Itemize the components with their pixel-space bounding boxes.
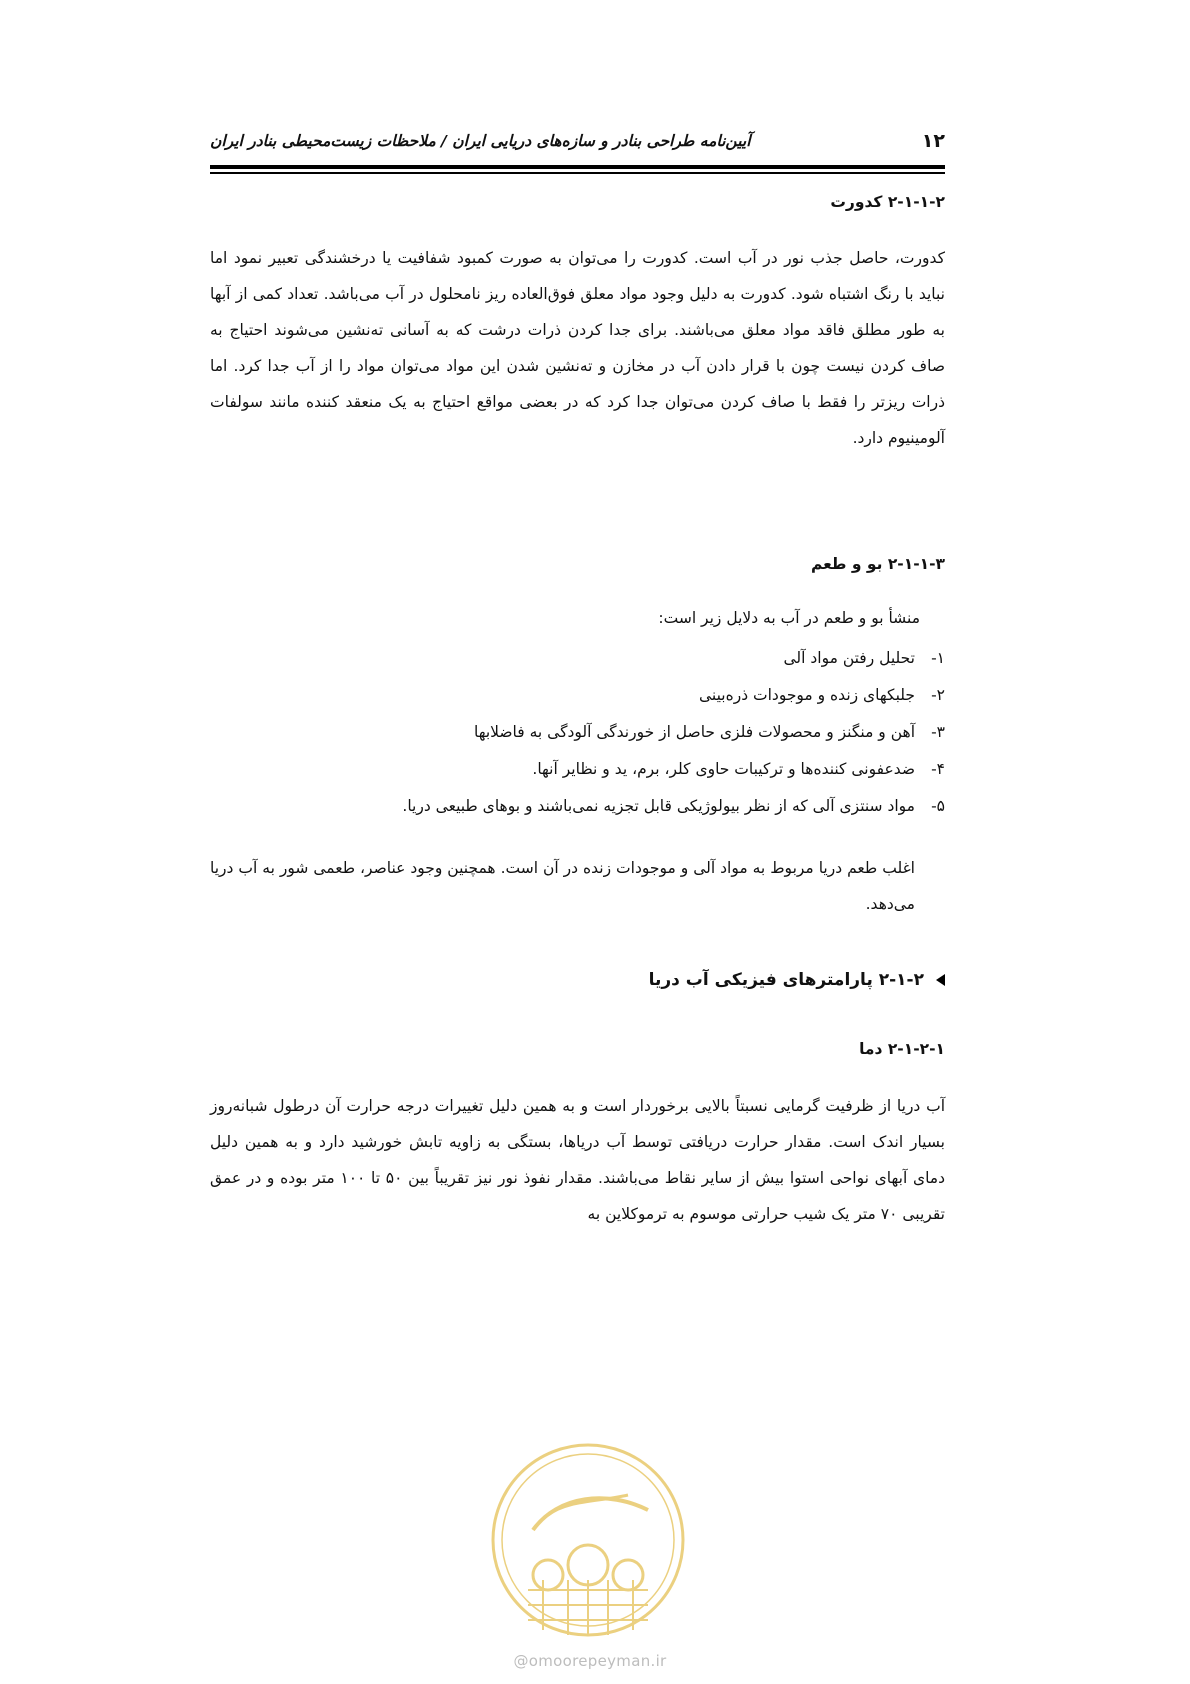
running-title: آیین‌نامه طراحی بنادر و سازه‌های دریایی ایران / ملاحظات زیست‌محیطی بنادر ایران: [210, 132, 751, 150]
odor-causes-list: [210, 640, 945, 825]
bullet-triangle-icon: [936, 974, 945, 986]
section-heading-physical-text: ۲-۱-۲ پارامترهای فیزیکی آب دریا: [648, 970, 924, 990]
page-number: ۱۲: [921, 130, 945, 152]
odor-intro: منشأ بو و طعم در آب به دلایل زیر است:: [658, 609, 920, 627]
list-item-number: ۲-: [931, 686, 945, 704]
section-heading-odor-taste: ۲-۱-۱-۳ بو و طعم: [810, 555, 945, 573]
page-header: [210, 126, 945, 156]
list-item: [210, 640, 945, 677]
section-heading-temperature: ۲-۱-۲-۱ دما: [859, 1040, 945, 1058]
list-item-number: ۵-: [931, 797, 945, 815]
list-item-text: ضدعفونی کننده‌ها و ترکیبات حاوی کلر، برم، ید و نظایر آنها.: [532, 760, 915, 778]
scale-icon: [533, 1560, 563, 1590]
list-item-number: ۳-: [931, 723, 945, 741]
list-item-number: ۱-: [931, 649, 945, 667]
list-item: [210, 788, 945, 825]
paragraph-temperature: آب دریا از ظرفیت گرمایی نسبتاً بالایی برخوردار است و به همین دلیل تغییرات درجه حرارت آن درطول شبانه‌روز بسیار اندک است. مقدار حرارت دریافتی توسط آب دریاها، بستگی به زاویه تابش خورشید دارد و به همین دلیل دمای آبهای نواحی استوا بیش از سایر نقاط می‌باشند. مقدار نفوذ نور نیز تقریباً بین ۵۰ تا ۱۰۰ متر بوده و در عمق تقریبی ۷۰ متر یک شیب حرارتی موسوم به ترموکلاین به: [210, 1097, 946, 1223]
section-heading-physical: [210, 970, 945, 990]
header-rule-thin: [210, 172, 945, 174]
gear-icon: [568, 1545, 608, 1585]
section-heading-turbidity: ۲-۱-۱-۲ کدورت: [830, 193, 945, 211]
excavator-icon: [613, 1560, 643, 1590]
list-item: [210, 714, 945, 751]
list-item-text: آهن و منگنز و محصولات فلزی حاصل از خورندگی آلودگی به فاضلابها: [473, 723, 915, 741]
header-rule-thick: [210, 165, 945, 169]
list-item-text: مواد سنتزی آلی که از نظر بیولوژیکی قابل تجزیه نمی‌باشند و بوهای طبیعی دریا.: [402, 797, 915, 815]
list-item-text: جلبکهای زنده و موجودات ذره‌بینی: [699, 686, 915, 704]
list-item-number: ۴-: [931, 760, 945, 778]
paragraph-turbidity: کدورت، حاصل جذب نور در آب است. کدورت را می‌توان به صورت کمبود شفافیت یا درخشندگی تعبیر نمود اما نباید با رنگ اشتباه شود. کدورت به دلیل وجود مواد معلق فوق‌العاده ریز نامحلول در آب می‌باشد. تعداد کمی از آبها به طور مطلق فاقد مواد معلق می‌باشند. برای جدا کردن ذرات درشت که به آسانی ته‌نشین می‌شوند احتیاج به صاف کردن نیست چون با قرار دادن آب در مخازن و ته‌نشین شدن این مواد می‌توان مواد را از آب جدا کرد. اما ذرات ریزتر را فقط با صاف کردن می‌توان جدا کرد که در بعضی مواقع احتیاج به یک منعقد کننده مانند سولفات آلومینیوم دارد.: [210, 249, 945, 447]
watermark-logo: [488, 1440, 688, 1640]
odor-closing-paragraph: اغلب طعم دریا مربوط به مواد آلی و موجودات زنده در آن است. همچنین وجود عناصر، طعمی شور به آب دریا می‌دهد.: [210, 859, 915, 913]
list-item-text: تحلیل رفتن مواد آلی: [783, 649, 915, 667]
list-item: [210, 677, 945, 714]
watermark-site: @omoorepeyman.ir: [513, 1652, 667, 1670]
list-item: [210, 751, 945, 788]
